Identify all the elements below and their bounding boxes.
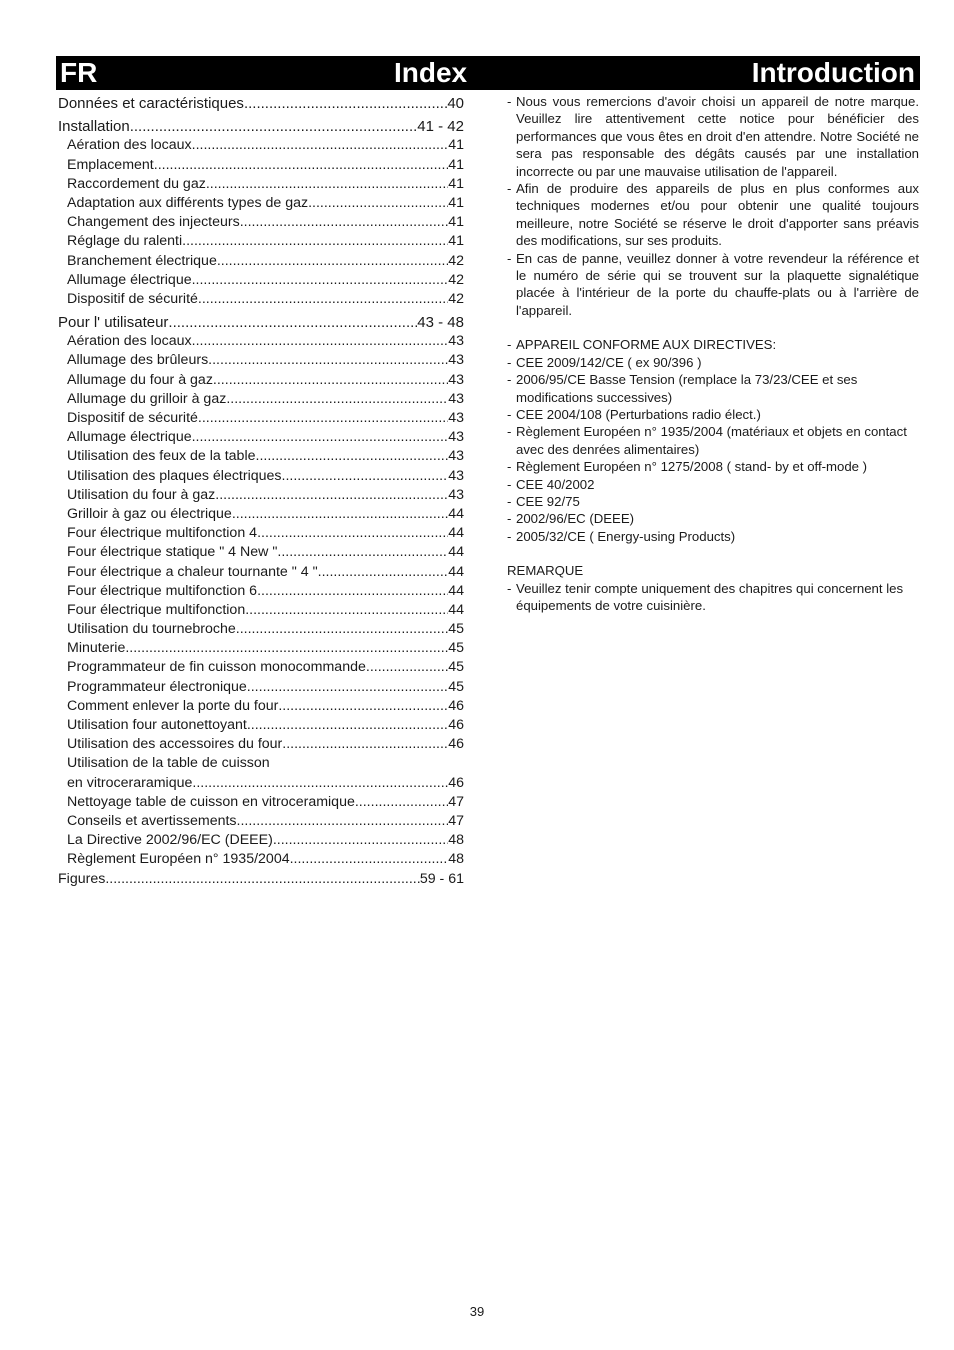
index-entry-title: Figures [58, 870, 106, 887]
index-entry-page: 48 [448, 851, 464, 868]
dot-leader [125, 639, 448, 658]
directives-heading: - APPAREIL CONFORME AUX DIRECTIVES: [507, 336, 919, 353]
index-entry-title: Programmateur de fin cuisson monocommande [67, 659, 366, 676]
index-entry-title: Four électrique statique " 4 New " [67, 544, 278, 561]
index-entry [58, 524, 464, 543]
dot-leader [244, 94, 447, 113]
index-title: Index [394, 57, 468, 88]
dot-leader [290, 850, 449, 869]
index-entry [58, 697, 464, 716]
index-entry [58, 313, 464, 332]
intro-paragraph-1: - Nous vous remercions d'avoir choisi un appareil de notre marque. Veuillez lire attentivement cette notice pour bénéficier des performances que vous êtes en droit d'en attendre. Notre Société ne sera pas responsable des dégâts causés par une installation incorrecte ou par une mauvaise utilisation de l'appareil. [507, 93, 919, 180]
index-entry-page: 41 [448, 175, 464, 192]
dot-leader [257, 524, 448, 543]
introduction-text [507, 93, 919, 614]
index-entry [58, 156, 464, 175]
index-entry-title: Utilisation des plaques électriques [67, 467, 282, 484]
index-entry-title: Four électrique multifonction [67, 601, 246, 618]
index-entry [58, 175, 464, 194]
index-entry-page: 41 [448, 137, 464, 154]
index-entry-page: 44 [448, 582, 464, 599]
index-entry-title: Réglage du ralenti [67, 233, 183, 250]
index-entry [58, 351, 464, 370]
index-entry [58, 271, 464, 290]
index-entry [58, 716, 464, 735]
index-entry-title: Branchement électrique [67, 252, 217, 269]
directive-item: - 2006/95/CE Basse Tension (remplace la 73/23/CEE et ses modifications successives) [507, 371, 919, 406]
index-entry-page: 42 [448, 290, 464, 307]
dot-leader [278, 697, 448, 716]
dot-leader [198, 409, 448, 428]
directive-item: - CEE 2004/108 (Perturbations radio élect.) [507, 406, 919, 423]
index-entry-page: 44 [448, 563, 464, 580]
index-entry-title: Installation [58, 118, 130, 136]
index-entry [58, 831, 464, 850]
dot-leader [226, 390, 448, 409]
dot-leader [182, 232, 448, 251]
dot-leader [247, 678, 448, 697]
intro-paragraph-3: - En cas de panne, veuillez donner à votre revendeur la référence et le numéro de série qui se trouvent sur la plaquette signalétique placée à l'intérieur de la porte du chauffe-plats ou à l'arrière de l'appareil. [507, 250, 919, 320]
dot-leader [192, 774, 448, 793]
index-entry-page: 41 - 42 [417, 118, 464, 136]
index-entry-page: 45 [448, 659, 464, 676]
index-entry [58, 774, 464, 793]
dot-leader [308, 194, 448, 213]
index-entry-title: Programmateur électronique [67, 678, 247, 695]
index-entry [58, 582, 464, 601]
index-entry-title: Grilloir à gaz ou électrique [67, 505, 232, 522]
index-entry-title: Règlement Européen n° 1935/2004 [67, 851, 290, 868]
index-entry [58, 620, 464, 639]
index-entry-page: 44 [448, 601, 464, 618]
index-entry-page: 43 [448, 467, 464, 484]
page-number: 39 [469, 1304, 485, 1319]
dot-leader [237, 812, 449, 831]
index-entry [58, 371, 464, 390]
index-entry-page: 40 [447, 95, 464, 112]
remark-text: - Veuillez tenir compte uniquement des chapitres qui concernent les équipements de votre cuisinière. [507, 580, 919, 615]
index-entry-page: 44 [448, 544, 464, 561]
index-entry [58, 505, 464, 524]
dot-leader [355, 793, 448, 812]
index-entry [58, 563, 464, 582]
dot-leader [213, 371, 448, 390]
dot-leader [198, 290, 448, 309]
dot-leader [217, 252, 448, 271]
index-entry [58, 447, 464, 466]
index-entry-page: 43 [448, 448, 464, 465]
index-entry-page: 46 [448, 697, 464, 714]
index-entry [58, 793, 464, 812]
dot-leader [277, 543, 448, 562]
directive-item: - Règlement Européen n° 1275/2008 ( stand- by et off-mode ) [507, 458, 919, 475]
index-entry-page: 45 [448, 678, 464, 695]
dot-leader [257, 582, 448, 601]
header-bar [56, 56, 920, 90]
index-entry-page: 43 [448, 333, 464, 350]
index-entry-title: Allumage électrique [67, 429, 192, 446]
dot-leader [282, 735, 448, 754]
directive-item: - CEE 92/75 [507, 493, 919, 510]
dot-leader [154, 156, 448, 175]
index-entry-title: Comment enlever la porte du four [67, 697, 279, 714]
dot-leader [240, 213, 449, 232]
index-entry-page: 45 [448, 621, 464, 638]
index-entry-page: 48 [448, 832, 464, 849]
dot-leader [192, 271, 449, 290]
directives-list [507, 354, 919, 545]
directive-item: - CEE 40/2002 [507, 476, 919, 493]
dot-leader [208, 351, 448, 370]
directive-item: - 2005/32/CE ( Energy-using Products) [507, 528, 919, 545]
dot-leader [206, 175, 448, 194]
index-entry-title: Raccordement du gaz [67, 175, 206, 192]
dot-leader [105, 870, 420, 889]
dot-leader [215, 486, 448, 505]
index-entry [58, 543, 464, 562]
index-entry-page: 47 [448, 812, 464, 829]
index-entry-title: Utilisation des accessoires du four [67, 736, 283, 753]
index-entry-title: Conseils et avertissements [67, 812, 237, 829]
index-entry-title: Four électrique a chaleur tournante " 4 " [67, 563, 318, 580]
index-entry-title: La Directive 2002/96/EC (DEEE) [67, 832, 273, 849]
index-entry-page: 46 [448, 717, 464, 733]
index-entry-page: 46 [448, 774, 464, 791]
dot-leader [247, 716, 448, 735]
index-entry-title: Utilisation four autonettoyant [67, 717, 247, 733]
index-entry [58, 136, 464, 155]
index-entry-page: 43 [448, 352, 464, 369]
dot-leader [192, 332, 449, 351]
index-entry-title: Utilisation de la table de cuisson [67, 755, 270, 772]
index-entry-title: Allumage du grilloir à gaz [67, 390, 227, 407]
index-entry-page: 43 [448, 486, 464, 503]
directive-item: - Règlement Européen n° 1935/2004 (matériaux et objets en contact avec des denrées alimentaires) [507, 423, 919, 458]
index-entry-title: Utilisation des feux de la table [67, 448, 256, 465]
dot-leader [366, 658, 448, 677]
remark-heading: REMARQUE [507, 563, 584, 579]
index-entry-page: 44 [448, 505, 464, 522]
directive-item: - CEE 2009/142/CE ( ex 90/396 ) [507, 354, 919, 371]
index-entry-page: 43 - 48 [417, 314, 464, 332]
index-entry-title: Dispositif de sécurité [67, 410, 198, 426]
index-entry [58, 467, 464, 486]
index-entry [58, 409, 464, 428]
index-entry [58, 658, 464, 677]
index-entry-title: Minuterie [67, 640, 126, 657]
index-entry-page: 41 [448, 214, 464, 231]
index-entry-page: 43 [448, 371, 464, 388]
language-code: FR [60, 57, 98, 88]
index-entry-title: Allumage des brûleurs [67, 352, 209, 369]
index-entry-page: 42 [448, 271, 464, 288]
index-entry [58, 194, 464, 213]
index-entry-title: Four électrique multifonction 6 [67, 582, 258, 599]
index-entry-page: 41 [448, 194, 464, 211]
dot-leader [192, 428, 449, 447]
index-entry [58, 754, 464, 773]
index-entry [58, 332, 464, 351]
index-entry [58, 678, 464, 697]
index-entry-title: Aération des locaux [67, 333, 192, 350]
dot-leader [192, 136, 449, 155]
index-entry [58, 232, 464, 251]
index-entry-title: Allumage du four à gaz [67, 371, 213, 388]
dot-leader [256, 447, 449, 466]
index-entry [58, 290, 464, 309]
index-entry-title: Nettoyage table de cuisson en vitroceramique [67, 793, 355, 810]
index-entry-title: Emplacement [67, 156, 154, 173]
index-entry-page: 43 [448, 390, 464, 407]
index-entry-title: en vitroceraramique [67, 774, 193, 791]
index-entry-title: Données et caractéristiques [58, 95, 244, 112]
dot-leader [168, 313, 417, 332]
index-entry [58, 812, 464, 831]
index-entry-page: 59 - 61 [419, 870, 464, 887]
index-entry-page: 43 [448, 410, 464, 426]
index-entry-page: 43 [448, 429, 464, 446]
dot-leader [130, 117, 418, 136]
introduction-title: Introduction [751, 57, 915, 88]
index-entry [58, 486, 464, 505]
index-entry-page: 42 [448, 252, 464, 269]
index-entry [58, 117, 464, 136]
intro-paragraph-2: - Afin de produire des appareils de plus en plus conformes aux techniques modernes et/ou pour obtenir une qualité toujours meilleure, notre Société se réserve le droit d'apporter sans préavis des modifications, sur ses produits. [507, 180, 919, 250]
index-entry-page: 41 [448, 156, 464, 173]
index-entry-title: Pour l' utilisateur [58, 314, 169, 332]
index-entry-page: 41 [448, 233, 464, 250]
index-entry [58, 94, 464, 113]
directive-item: - 2002/96/EC (DEEE) [507, 510, 919, 527]
dot-leader [318, 563, 449, 582]
index-entry-title: Dispositif de sécurité [67, 290, 198, 307]
index-entry-title: Changement des injecteurs [67, 214, 240, 231]
index-entry-title: Allumage électrique [67, 271, 192, 288]
index-entry-page: 46 [448, 736, 464, 753]
index-entry [58, 870, 464, 889]
dot-leader [232, 505, 448, 524]
dot-leader [273, 831, 448, 850]
index-entry-title: Utilisation du four à gaz [67, 486, 216, 503]
index-entry-title: Utilisation du tournebroche [67, 621, 236, 638]
dot-leader [245, 601, 448, 620]
index-entry [58, 428, 464, 447]
dot-leader [282, 467, 449, 486]
index-entry [58, 390, 464, 409]
index-entry [58, 252, 464, 271]
index-entry [58, 735, 464, 754]
index-entry-title: Aération des locaux [67, 137, 192, 154]
dot-leader [236, 620, 448, 639]
index-entry-title: Four électrique multifonction 4 [67, 525, 258, 542]
index-entry-title: Adaptation aux différents types de gaz [67, 194, 309, 211]
index-entry [58, 601, 464, 620]
index-entry [58, 213, 464, 232]
index-entry [58, 639, 464, 658]
index-list [58, 94, 464, 889]
index-entry-page: 45 [448, 640, 464, 657]
index-entry-page: 44 [448, 525, 464, 542]
index-entry [58, 850, 464, 869]
index-entry-page: 47 [448, 793, 464, 810]
